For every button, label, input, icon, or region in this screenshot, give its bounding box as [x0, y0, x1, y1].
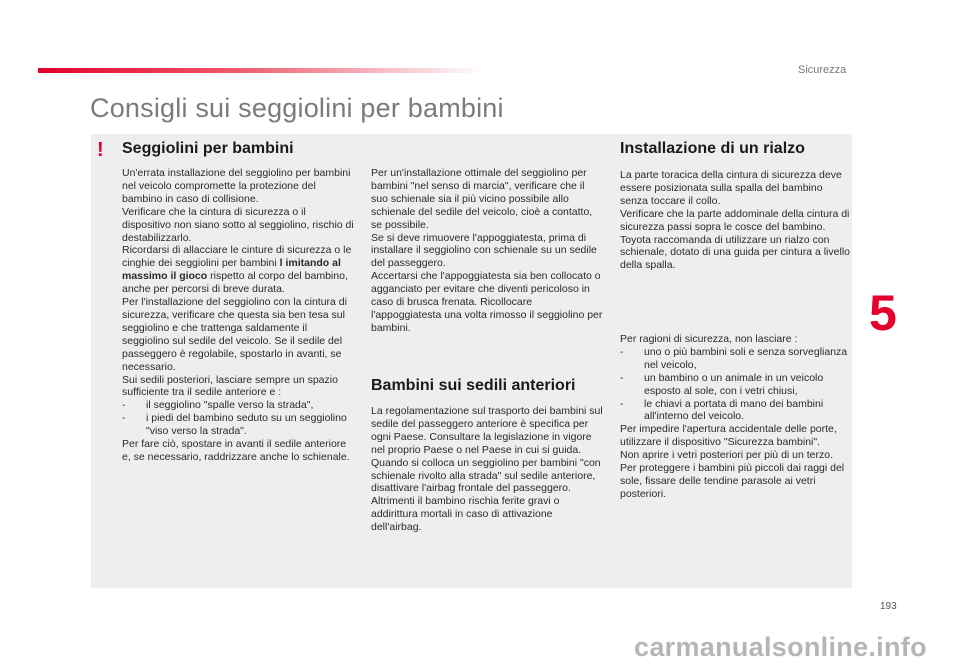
column-3-bottom: [620, 333, 850, 501]
paragraph: Per impedire l'apertura accidentale delle porte, utilizzare il dispositivo "Sicurezza bambini".: [620, 423, 837, 449]
paragraph: Accertarsi che l'appoggiatesta sia ben collocato o agganciato per evitare che diventi pericoloso in caso di brusca frenata. Ricollocare l'appoggiatesta una volta rimosso il seggiolino per bambini.: [371, 270, 603, 334]
text-run: rispetto al corpo del bambino, anche per percorsi di breve durata.: [122, 270, 348, 296]
paragraph: Verificare che la cintura di sicurezza o il dispositivo non siano sotto al seggiolino, rischio di destabilizzarlo.: [122, 205, 354, 244]
list-item: - un bambino o un animale in un veicolo esposto al sole, con i vetri chiusi,: [620, 372, 850, 398]
column-2-top: [371, 167, 603, 335]
heading-front-seats: Bambini sui sedili anteriori: [371, 377, 576, 394]
paragraph: La regolamentazione sul trasporto dei bambini sul sedile del passeggero anteriore è specifica per ogni Paese. Consultare la legislazione in vigore nel proprio Paese o nel Paese in cui si guida.: [371, 405, 603, 456]
watermark: carmanualsonline.info: [634, 632, 927, 662]
paragraph: Per un'installazione ottimale del seggiolino per bambini "nel senso di marcia", verificare che il suo schienale sia il più vicino possibile allo schienale del sedile del veicolo, cioè a contatto, se possibile.: [371, 167, 593, 231]
header-accent-bar: [38, 68, 483, 73]
warning-icon: !: [97, 139, 104, 161]
column-3-top: [620, 169, 850, 272]
heading-booster-install: Installazione di un rialzo: [620, 140, 805, 157]
paragraph: Per fare ciò, spostare in avanti il sedile anteriore e, se necessario, raddrizzare anche lo schienale.: [122, 438, 350, 463]
list-item: - uno o più bambini soli e senza sorveglianza nel veicolo,: [620, 346, 850, 372]
page-number: 193: [880, 601, 897, 612]
column-1: [122, 167, 354, 464]
paragraph: Verificare che la parte addominale della cintura di sicurezza passi sopra le cosce del bambino.: [620, 207, 850, 233]
paragraph: Quando si colloca un seggiolino per bambini "con schienale rivolto alla strada" sul sedile anteriore, disattivare l'airbag frontale del passeggero. Altrimenti il bambino rischia ferite gravi o addirittura mortali in caso di attivazione dell'airbag.: [371, 456, 601, 534]
list-item: - i piedi del bambino seduto su un seggiolino "viso verso la strada".: [122, 412, 354, 438]
paragraph: Per ragioni di sicurezza, non lasciare :: [620, 333, 798, 345]
column-2-bottom: [371, 405, 603, 534]
paragraph: Se si deve rimuovere l'appoggiatesta, prima di installare il seggiolino con schienale su un sedile del passeggero.: [371, 231, 597, 270]
section-label: Sicurezza: [798, 64, 847, 76]
text-run: Ricordarsi di allacciare le cinture di sicurezza o le cinghie dei seggiolini per bambini: [122, 244, 352, 270]
list-item: - il seggiolino "spalle verso la strada",: [122, 399, 354, 412]
paragraph: Per l'installazione del seggiolino con la cintura di sicurezza, verificare che questa sia ben tesa sul seggiolino e che trattenga saldamente il seggiolino sul sedile del veicolo. Se il sedile del passeggero è regolabile, spostarlo in avanti, se necessario.: [122, 296, 347, 373]
paragraph: Toyota raccomanda di utilizzare un rialzo con schienale, dotato di una guida per cintura a livello della spalla.: [620, 233, 850, 272]
paragraph: Per proteggere i bambini più piccoli dai raggi del sole, fissare delle tendine parasole ai vetri posteriori.: [620, 462, 845, 500]
paragraph: La parte toracica della cintura di sicurezza deve essere posizionata sulla spalla del bambino senza toccare il collo.: [620, 169, 842, 207]
chapter-number: 5: [869, 285, 897, 341]
page-title: Consigli sui seggiolini per bambini: [90, 93, 504, 123]
heading-child-seats: Seggiolini per bambini: [122, 140, 294, 157]
paragraph: Un'errata installazione del seggiolino per bambini nel veicolo compromette la protezione del bambino in caso di collisione.: [122, 167, 351, 205]
paragraph: Sui sedili posteriori, lasciare sempre un spazio sufficiente tra il sedile anteriore e :: [122, 373, 338, 399]
bold-text: l imitando al massimo il gioco: [122, 257, 341, 283]
paragraph: [122, 244, 354, 296]
list-item: - le chiavi a portata di mano dei bambini all'interno del veicolo.: [620, 398, 850, 424]
paragraph: Non aprire i vetri posteriori per più di un terzo.: [620, 449, 834, 462]
